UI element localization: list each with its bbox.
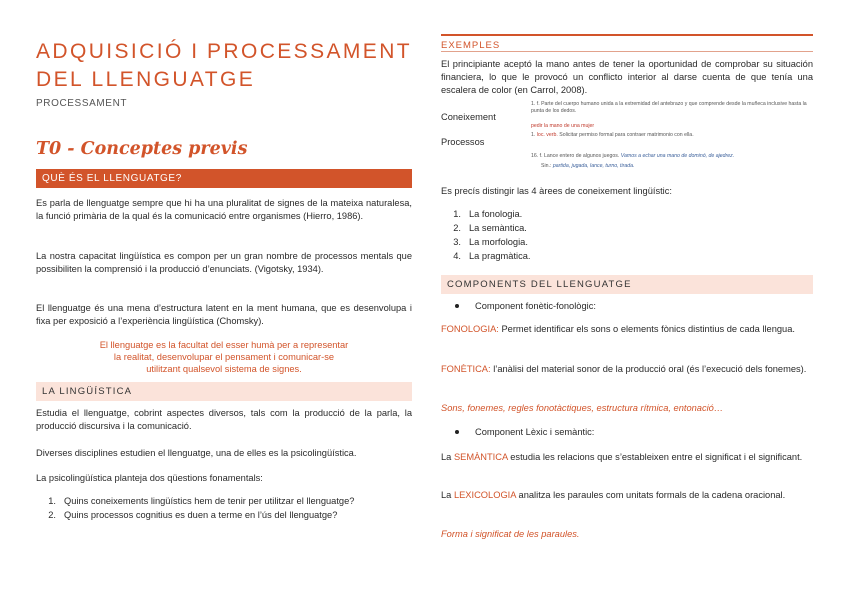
bullet-dot-icon: [455, 304, 459, 308]
dictionary-entry-1: 1. f. Parte del cuerpo humano unida a la extremidad del antebrazo y que comprende desde la muñeca inclusive hasta la punta de los dedos.: [531, 101, 807, 114]
row-label-coneixement: Coneixement: [441, 112, 496, 122]
bullet-dot-icon: [455, 430, 459, 434]
page-subtitle: PROCESSAMENT: [36, 98, 128, 109]
paragraph-disciplines: Diverses disciplines estudien el llenguatge, una de elles es la psicolingüística.: [36, 448, 357, 458]
section-heading-que-es: QUÈ ÉS EL LLENGUATGE?: [36, 169, 412, 188]
list-item: 2. Quins processos cognitius es duen a terme en l’ús del llenguatge?: [48, 510, 338, 520]
list-item: 1. Quins coneixements lingüístics hem de tenir per utilitzar el llenguatge?: [48, 496, 355, 506]
section-heading-linguistica: LA LINGÜÍSTICA: [36, 382, 412, 401]
paragraph-definition-vigotsky: La nostra capacitat lingüística es compon per un gran nombre de processos mentals que possibiliten la comprensió i la producció d’enunciats. (Vigotsky, 1934).: [36, 251, 412, 274]
dictionary-phrase: pedir la mano de una mujer: [531, 123, 595, 129]
questions-list: [36, 494, 412, 522]
dictionary-synonyms: Sin.: partida, jugada, lance, turno, tirada.: [541, 163, 635, 169]
title-line-2: DEL LLENGUATGE: [36, 68, 256, 91]
topic-heading: T0 - Conceptes previs: [36, 139, 248, 159]
dictionary-entry-2: 1. loc. verb. Solicitar permiso formal para contraer matrimonio con ella.: [531, 132, 694, 138]
exemples-divider: [441, 51, 813, 52]
paragraph-lexicologia: La LEXICOLOGIA analitza les paraules com unitats formals de la cadena oracional.: [441, 490, 786, 500]
highlight-quote: El llenguatge es la facultat del esser humà per a representar la realitat, desenvolupar el pensament i comunicar-se utilitzant qualsevol sistema de signes.: [99, 340, 349, 375]
list-item: 1. La fonologia.: [453, 209, 523, 219]
title-word-3: PROCESSAMENT: [207, 40, 412, 63]
areas-list: [441, 207, 813, 263]
bullet-lexic: Component Lèxic i semàntic:: [455, 427, 594, 437]
paragraph-linguistica: Estudia el llenguatge, cobrint aspectes diversos, tals com la producció de la parla, la producció discursiva i la comunicació.: [36, 408, 412, 431]
title-word-2: I: [191, 40, 200, 63]
list-item: 2. La semàntica.: [453, 223, 527, 233]
lexic-examples: Forma i significat de les paraules.: [441, 529, 580, 539]
fonetic-examples: Sons, fonemes, regles fonotàctiques, estructura rítmica, entonació…: [441, 403, 724, 413]
top-divider: [441, 34, 813, 36]
paragraph-psicolinguistica: La psicolingüística planteja dos qüestions fonamentals:: [36, 473, 263, 483]
paragraph-fonetica: FONÈTICA: l’anàlisi del material sonor de la producció oral (és l’execució dels fonemes).: [441, 364, 807, 374]
section-heading-components: COMPONENTS DEL LLENGUATGE: [441, 275, 813, 294]
example-paragraph: El principiante aceptó la mano antes de tener la oportunidad de comprobar su situación financiera, lo que le provocó un conflicto interior al darse cuenta de que tenía una escalera de color (en Carrol, 2008).: [441, 59, 813, 95]
paragraph-definition-chomsky: El llenguatge és una mena d’estructura latent en la ment humana, que es desenvolupa i fixa per exposició a l’experiència lingüística (Chomsky).: [36, 303, 412, 326]
section-heading-exemples: EXEMPLES: [441, 40, 501, 51]
paragraph-semantica: La SEMÀNTICA estudia les relacions que s’estableixen entre el significat i el significant.: [441, 452, 803, 462]
paragraph-fonologia: FONOLOGIA: Permet identificar els sons o elements fònics distintius de cada llengua.: [441, 324, 795, 334]
dictionary-entry-3: 16. f. Lance entero de algunos juegos. Vamos a echar una mano de dominó, de ajedrez.: [531, 153, 735, 159]
list-item: 3. La morfologia.: [453, 237, 528, 247]
row-label-processos: Processos: [441, 137, 485, 147]
title-word-1: ADQUISICIÓ: [36, 40, 184, 63]
bullet-fonetic: Component fonètic-fonològic:: [455, 301, 596, 311]
paragraph-definition-hierro: Es parla de llenguatge sempre que hi ha una pluralitat de signes de la mateixa naturalesa, la funció primària de la qual és la comunicació entre organismes (Hierro, 1986).: [36, 198, 412, 221]
list-item: 4. La pragmàtica.: [453, 251, 531, 261]
page-title: [36, 38, 412, 94]
areas-intro: Es precís distingir las 4 àrees de coneixement lingüístic:: [441, 186, 672, 196]
